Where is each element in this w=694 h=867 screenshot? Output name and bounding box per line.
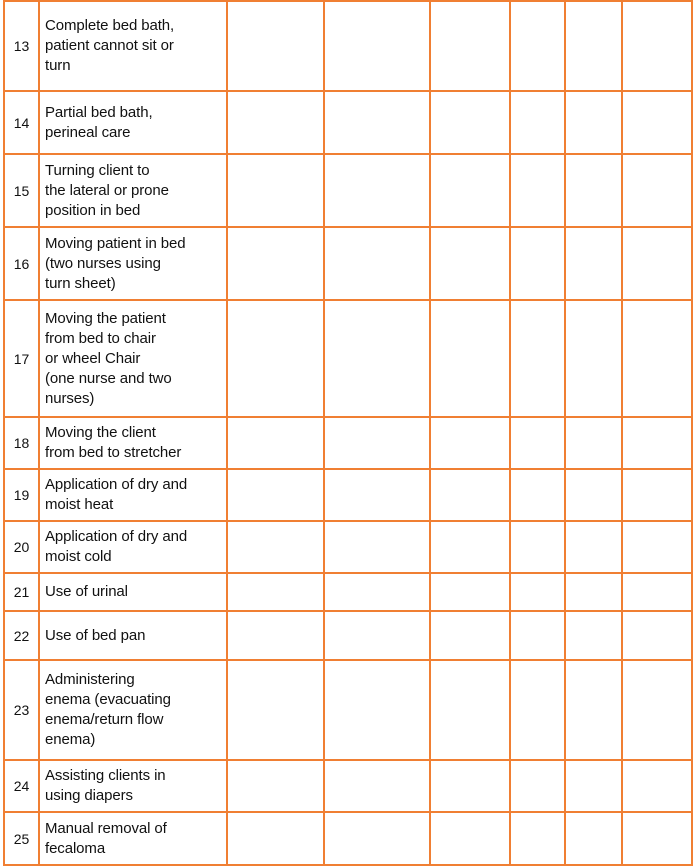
procedure-name-line: Partial bed bath, (45, 103, 153, 121)
assessment-cell[interactable] (227, 812, 324, 865)
row-number: 19 (4, 469, 39, 521)
assessment-cell[interactable] (565, 417, 622, 469)
assessment-cell[interactable] (565, 227, 622, 300)
assessment-cell[interactable] (565, 1, 622, 91)
table-row (4, 521, 692, 573)
assessment-cell[interactable] (565, 300, 622, 417)
procedure-name (39, 812, 227, 865)
assessment-cell[interactable] (622, 521, 692, 573)
assessment-cell[interactable] (227, 573, 324, 611)
table-row (4, 469, 692, 521)
row-number: 15 (4, 154, 39, 227)
assessment-cell[interactable] (565, 91, 622, 154)
procedure-name-line: enema) (45, 731, 96, 748)
assessment-cell[interactable] (227, 417, 324, 469)
table-row (4, 300, 692, 417)
assessment-cell[interactable] (622, 760, 692, 812)
assessment-cell[interactable] (324, 573, 430, 611)
assessment-cell[interactable] (510, 611, 565, 660)
assessment-cell[interactable] (510, 660, 565, 760)
procedure-name (39, 611, 227, 660)
procedure-name-line: Moving the patient (45, 309, 166, 327)
table-row (4, 573, 692, 611)
procedure-name (39, 300, 227, 417)
procedure-name-line: (one nurse and two (45, 369, 172, 387)
assessment-cell[interactable] (565, 573, 622, 611)
procedure-name-line: enema (evacuating (45, 691, 171, 708)
procedure-name-line: Use of bed pan (45, 626, 146, 644)
procedure-name (39, 154, 227, 227)
procedure-name-line: moist heat (45, 496, 114, 513)
assessment-cell[interactable] (430, 154, 510, 227)
assessment-cell[interactable] (565, 660, 622, 760)
assessment-cell[interactable] (565, 521, 622, 573)
row-number: 14 (4, 91, 39, 154)
assessment-cell[interactable] (430, 812, 510, 865)
assessment-cell[interactable] (324, 760, 430, 812)
procedure-name-line: Turning client to (45, 161, 150, 179)
assessment-cell[interactable] (510, 812, 565, 865)
assessment-cell[interactable] (430, 300, 510, 417)
procedure-name-line: turn sheet) (45, 274, 116, 292)
row-number: 22 (4, 611, 39, 660)
procedure-name-line: Application of dry and (45, 528, 188, 545)
procedure-name (39, 1, 227, 91)
table-row (4, 417, 692, 469)
procedure-name-line: the lateral or prone (45, 181, 169, 199)
assessment-cell[interactable] (565, 760, 622, 812)
assessment-cell[interactable] (510, 469, 565, 521)
table-row (4, 812, 692, 865)
row-number: 23 (4, 660, 39, 760)
assessment-cell[interactable] (565, 611, 622, 660)
procedure-name (39, 91, 227, 154)
assessment-cell[interactable] (622, 154, 692, 227)
assessment-cell[interactable] (227, 469, 324, 521)
procedure-name (39, 469, 227, 521)
procedure-name (39, 573, 227, 611)
assessment-cell[interactable] (430, 611, 510, 660)
assessment-cell[interactable] (565, 154, 622, 227)
procedure-name-line: position in bed (45, 201, 141, 219)
assessment-cell[interactable] (510, 573, 565, 611)
row-number: 18 (4, 417, 39, 469)
assessment-cell[interactable] (622, 812, 692, 865)
table-row (4, 660, 692, 760)
assessment-cell[interactable] (227, 1, 324, 91)
assessment-cell[interactable] (227, 611, 324, 660)
assessment-cell[interactable] (622, 300, 692, 417)
procedure-name-line: Administering (45, 671, 135, 688)
checklist-body (4, 1, 692, 865)
assessment-cell[interactable] (324, 91, 430, 154)
assessment-cell[interactable] (227, 300, 324, 417)
procedure-name-line: using diapers (45, 787, 133, 804)
procedure-name-line: Assisting clients in (45, 767, 166, 784)
assessment-cell[interactable] (430, 660, 510, 760)
assessment-cell[interactable] (324, 154, 430, 227)
procedure-checklist-table (3, 0, 693, 866)
procedure-name-line: patient cannot sit or (45, 37, 174, 54)
assessment-cell[interactable] (324, 469, 430, 521)
assessment-cell[interactable] (324, 1, 430, 91)
row-number: 17 (4, 300, 39, 417)
table-row (4, 1, 692, 91)
procedure-name-line: Moving the client (45, 424, 156, 441)
assessment-cell[interactable] (227, 660, 324, 760)
assessment-cell[interactable] (565, 469, 622, 521)
procedure-name-line: from bed to stretcher (45, 444, 182, 461)
assessment-cell[interactable] (227, 91, 324, 154)
procedure-name (39, 227, 227, 300)
assessment-cell[interactable] (622, 417, 692, 469)
procedure-name (39, 760, 227, 812)
procedure-name-line: from bed to chair (45, 329, 156, 347)
row-number: 20 (4, 521, 39, 573)
assessment-cell[interactable] (622, 469, 692, 521)
assessment-cell[interactable] (510, 91, 565, 154)
assessment-cell[interactable] (430, 760, 510, 812)
row-number: 16 (4, 227, 39, 300)
assessment-cell[interactable] (324, 812, 430, 865)
assessment-cell[interactable] (430, 573, 510, 611)
procedure-name-line: Manual removal of (45, 819, 167, 837)
procedure-name-line: Use of urinal (45, 583, 128, 600)
assessment-cell[interactable] (227, 227, 324, 300)
assessment-cell[interactable] (227, 521, 324, 573)
row-number: 24 (4, 760, 39, 812)
assessment-cell[interactable] (324, 521, 430, 573)
assessment-cell[interactable] (324, 611, 430, 660)
assessment-cell[interactable] (324, 227, 430, 300)
procedure-name-line: (two nurses using (45, 254, 161, 272)
procedure-name-line: fecaloma (45, 839, 106, 857)
assessment-cell[interactable] (324, 417, 430, 469)
table-row (4, 760, 692, 812)
row-number: 13 (4, 1, 39, 91)
assessment-cell[interactable] (622, 227, 692, 300)
assessment-cell[interactable] (622, 611, 692, 660)
assessment-cell[interactable] (430, 521, 510, 573)
procedure-name-line: turn (45, 57, 71, 74)
assessment-cell[interactable] (622, 660, 692, 760)
assessment-cell[interactable] (430, 1, 510, 91)
assessment-cell[interactable] (324, 300, 430, 417)
assessment-cell[interactable] (227, 154, 324, 227)
assessment-cell[interactable] (324, 660, 430, 760)
assessment-cell[interactable] (565, 812, 622, 865)
assessment-cell[interactable] (510, 760, 565, 812)
row-number: 21 (4, 573, 39, 611)
assessment-cell[interactable] (430, 469, 510, 521)
assessment-cell[interactable] (510, 227, 565, 300)
procedure-name-line: nurses) (45, 389, 95, 407)
procedure-name-line: Moving patient in bed (45, 234, 186, 252)
assessment-cell[interactable] (510, 521, 565, 573)
procedure-name-line: Complete bed bath, (45, 17, 175, 34)
table-row (4, 154, 692, 227)
assessment-cell[interactable] (430, 91, 510, 154)
procedure-name-line: perineal care (45, 123, 131, 141)
assessment-cell[interactable] (430, 417, 510, 469)
assessment-cell[interactable] (227, 760, 324, 812)
assessment-cell[interactable] (622, 91, 692, 154)
table-row (4, 611, 692, 660)
assessment-cell[interactable] (510, 300, 565, 417)
procedure-name-line: or wheel Chair (45, 349, 141, 367)
procedure-name (39, 660, 227, 760)
assessment-cell[interactable] (622, 1, 692, 91)
assessment-cell[interactable] (510, 154, 565, 227)
procedure-name-line: enema/return flow (45, 711, 164, 728)
procedure-name-line: moist cold (45, 548, 112, 565)
assessment-cell[interactable] (510, 417, 565, 469)
row-number: 25 (4, 812, 39, 865)
table-row (4, 227, 692, 300)
procedure-name (39, 417, 227, 469)
assessment-cell[interactable] (510, 1, 565, 91)
assessment-cell[interactable] (430, 227, 510, 300)
table-row (4, 91, 692, 154)
assessment-cell[interactable] (622, 573, 692, 611)
procedure-name-line: Application of dry and (45, 476, 188, 493)
procedure-name (39, 521, 227, 573)
